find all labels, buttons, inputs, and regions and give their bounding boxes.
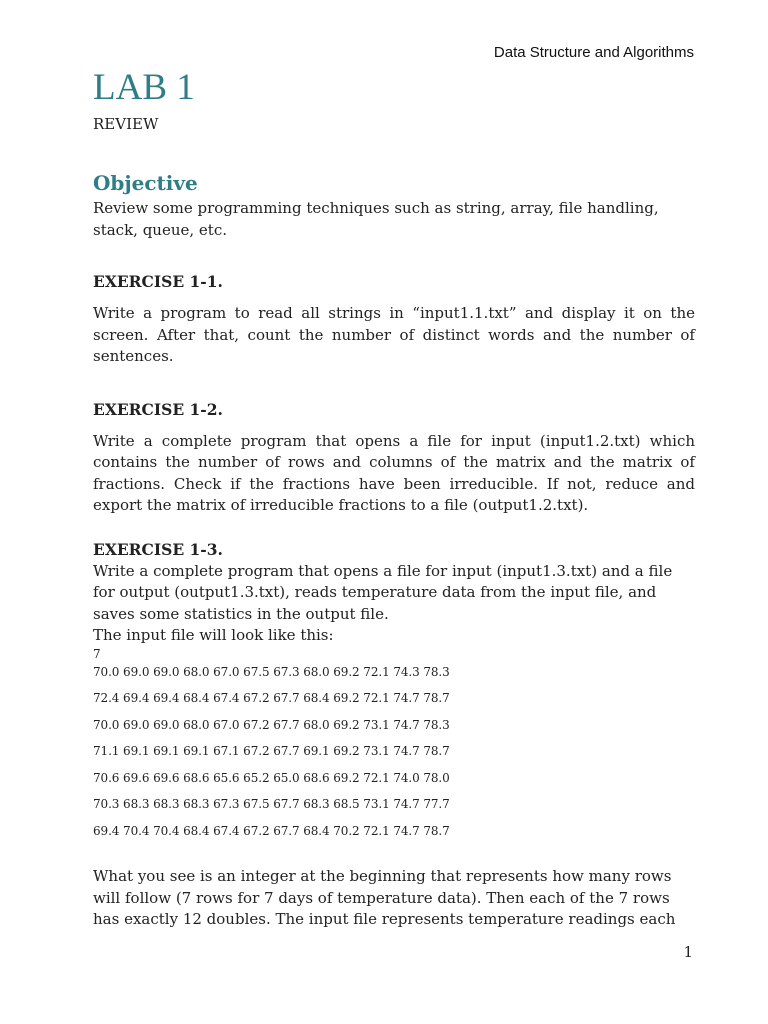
exercise-1-3-text: Write a complete program that opens a file for input (input1.3.txt) and a file for output (output1.3.txt), reads temperature data from the input file, and saves some statistics in the output file.	[93, 561, 673, 623]
sample-row-count: 7	[93, 646, 101, 661]
exercise-1-3-intro: The input file will look like this:	[93, 626, 334, 644]
lab-title: LAB 1	[93, 67, 195, 108]
sample-data-row: 72.4 69.4 69.4 68.4 67.4 67.2 67.7 68.4 69.2 72.1 74.7 78.7	[93, 691, 450, 705]
sample-data-row: 69.4 70.4 70.4 68.4 67.4 67.2 67.7 68.4 70.2 72.1 74.7 78.7	[93, 823, 450, 838]
sample-data-row: 71.1 69.1 69.1 69.1 67.1 67.2 67.7 69.1 69.2 73.1 74.7 78.7	[93, 744, 450, 758]
sample-input-block	[93, 647, 695, 839]
page-number: 1	[683, 943, 693, 961]
sample-data-row: 70.0 69.0 69.0 68.0 67.0 67.2 67.7 68.0 69.2 73.1 74.7 78.3	[93, 717, 450, 732]
sample-data-row: 70.3 68.3 68.3 68.3 67.3 67.5 67.7 68.3 68.5 73.1 74.7 77.7	[93, 797, 450, 811]
document-content	[93, 170, 695, 931]
lab-subtitle: REVIEW	[93, 115, 159, 133]
objective-text: Review some programming techniques such as string, array, file handling, stack, queue, etc.	[93, 199, 659, 239]
sample-data-row: 70.6 69.6 69.6 68.6 65.6 65.2 65.0 68.6 69.2 72.1 74.0 78.0	[93, 770, 450, 785]
sample-data-row: 70.0 69.0 69.0 68.0 67.0 67.5 67.3 68.0 69.2 72.1 74.3 78.3	[93, 664, 450, 679]
exercise-1-1-text: Write a program to read all strings in “input1.1.txt” and display it on the screen. After that, count the number of distinct words and the number of sentences.	[93, 304, 695, 365]
objective-heading: Objective	[93, 171, 198, 195]
exercise-1-3-heading: EXERCISE 1-3.	[93, 539, 223, 559]
exercise-1-2-heading: EXERCISE 1-2.	[93, 399, 223, 419]
exercise-1-2-text: Write a complete program that opens a file for input (input1.2.txt) which contains the number of rows and columns of the matrix and the matrix of fractions. Check if the fractions have been irreducible. If not, reduce and export the matrix of irreducible fractions to a file (output1.2.txt).	[93, 431, 695, 514]
exercise-1-1-heading: EXERCISE 1-1.	[93, 272, 223, 291]
exercise-1-3-explanation: What you see is an integer at the beginning that represents how many rows will follow (7 rows for 7 days of temperature data). Then each of the 7 rows has exactly 12 doubles. The input file represents temperature readings each	[93, 867, 676, 928]
page-header-title: Data Structure and Algorithms	[493, 44, 694, 61]
